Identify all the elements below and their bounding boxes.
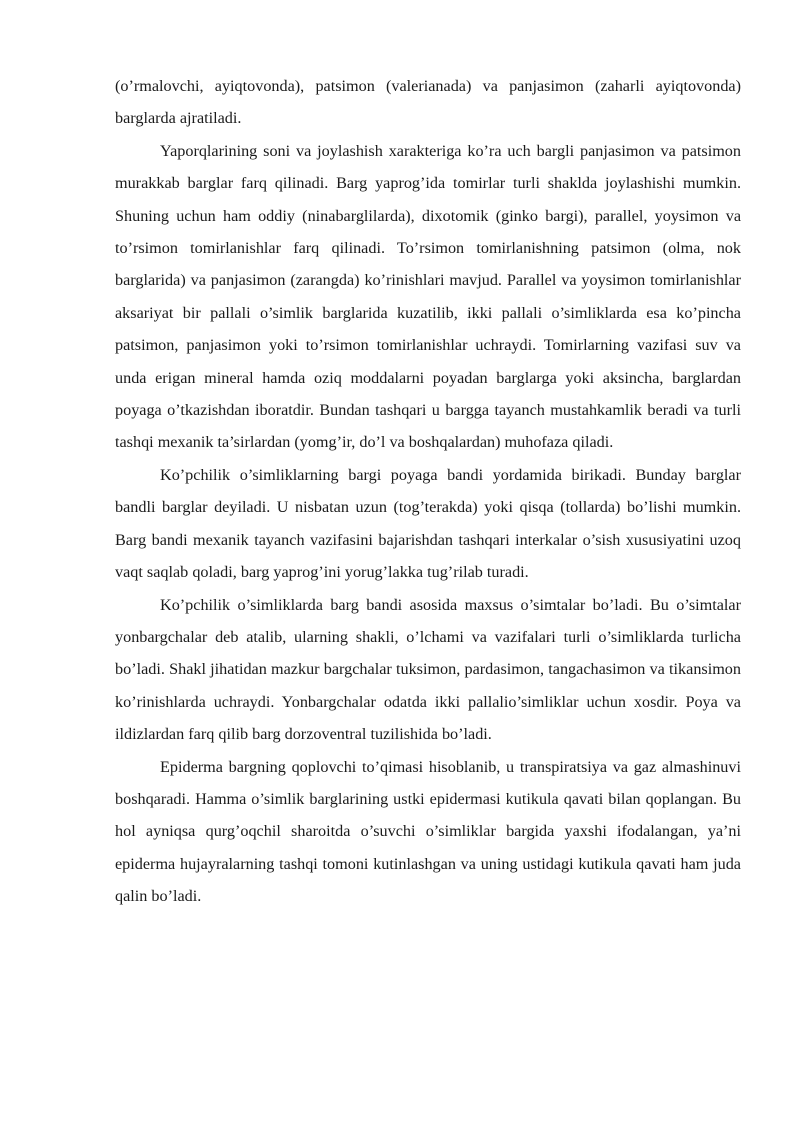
- paragraph-petiole: Ko’pchilik o’simliklarning bargi poyaga bandi yordamida birikadi. Bunday barglar bandli barglar deyiladi. U nisbatan uzun (tog’terakda) yoki qisqa (tollarda) bo’lishi mumkin. Barg bandi mexanik tayanch vazifasini bajarishdan tashqari interkalar o’sish xususiyatini uzoq vaqt saqlab qoladi, barg yaprog’ini yorug’lakka tug’rilab turadi.: [115, 465, 741, 582]
- document-page: [115, 70, 741, 913]
- paragraph-continuation: (o’rmalovchi, ayiqtovonda), patsimon (valerianada) va panjasimon (zaharli ayiqtovonda) barglarda ajratiladi.: [115, 77, 741, 128]
- paragraph-leaf-venation: Yaporqlarining soni va joylashish xarakteriga ko’ra uch bargli panjasimon va patsimon murakkab barglar farq qilinadi. Barg yaprog’ida tomirlar turli shaklda joylashishi mumkin. Shuning uchun ham oddiy (ninabarglilarda), dixotomik (ginko bargi), parallel, yoysimon va to’rsimon tomirlanishlar farq qilinadi. To’rsimon tomirlanishning patsimon (olma, nok barglarida) va panjasimon (zarangda) ko’rinishlari mavjud. Parallel va yoysimon tomirlanishlar aksariyat bir pallali o’simlik barglarida kuzatilib, ikki pallali o’simliklarda esa ko’pincha patsimon, panjasimon yoki to’rsimon tomirlanishlar uchraydi. Tomirlarning vazifasi suv va unda erigan mineral hamda oziq moddalarni poyadan barglarga yoki aksincha, barglardan poyaga o’tkazishdan iboratdir. Bundan tashqari u bargga tayanch mustahkamlik beradi va turli tashqi mexanik ta’sirlardan (yomg’ir, do’l va boshqalardan) muhofaza qiladi.: [115, 141, 741, 452]
- paragraph-stipules: Ko’pchilik o’simliklarda barg bandi asosida maxsus o’simtalar bo’ladi. Bu o’simtalar yonbargchalar deb atalib, ularning shakli, o’lchami va vazifalari turli o’simliklarda turlicha bo’ladi. Shakl jihatidan mazkur bargchalar tuksimon, pardasimon, tangachasimon va tikansimon ko’rinishlarda uchraydi. Yonbargchalar odatda ikki pallalio’simliklar uchun xosdir. Poya va ildizlardan farq qilib barg dorzoventral tuzilishida bo’ladi.: [115, 595, 741, 744]
- paragraph-epidermis: Epiderma bargning qoplovchi to’qimasi hisoblanib, u transpiratsiya va gaz almashinuvi boshqaradi. Hamma o’simlik barglarining ustki epidermasi kutikula qavati bilan qoplangan. Bu hol ayniqsa qurg’oqchil sharoitda o’suvchi o’simliklar bargida yaxshi ifodalangan, ya’ni epiderma hujayralarning tashqi tomoni kutinlashgan va uning ustidagi kutikula qavati ham juda qalin bo’ladi.: [115, 757, 741, 906]
